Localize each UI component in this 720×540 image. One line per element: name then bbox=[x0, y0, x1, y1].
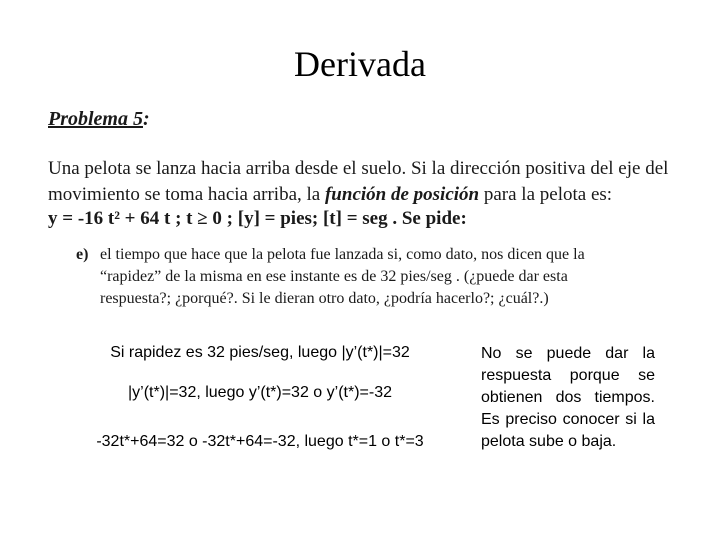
solution-step-3: -32t*+64=32 o -32t*+64=-32, luego t*=1 o t*=3 bbox=[96, 433, 424, 450]
problem-label-colon: : bbox=[143, 108, 150, 130]
item-line-2: “rapidez” de la misma en ese instante es de 32 pies/seg . (¿puede dar esta bbox=[100, 268, 568, 285]
item-marker: e) bbox=[76, 246, 89, 263]
position-function-term: función de posición bbox=[324, 184, 480, 205]
slide-title: Derivada bbox=[294, 44, 426, 84]
problem-line-2-c: para la pelota es: bbox=[479, 184, 613, 205]
answer-note: No se puede dar la respuesta porque se obtienen dos tiempos. Es preciso conocer si la pelota sube o baja. bbox=[481, 345, 655, 450]
problem-line-2-a: movimiento se toma hacia arriba, la bbox=[48, 184, 325, 205]
item-line-1: el tiempo que hace que la pelota fue lanzada si, como dato, nos dicen que la bbox=[100, 246, 585, 263]
solution-step-2: |y’(t*)|=32, luego y’(t*)=32 o y’(t*)=-32 bbox=[128, 384, 392, 401]
problem-label-text: Problema 5 bbox=[48, 108, 143, 130]
problem-line-2 bbox=[48, 184, 612, 206]
problem-line-1: Una pelota se lanza hacia arriba desde el suelo. Si la dirección positiva del eje del bbox=[48, 158, 669, 179]
position-function-equation: y = -16 t² + 64 t ; t ≥ 0 ; [y] = pies; [t] = seg . Se pide: bbox=[48, 208, 467, 229]
problem-label bbox=[48, 108, 150, 131]
item-line-3: respuesta?; ¿porqué?. Si le dieran otro dato, ¿podría hacerlo?; ¿cuál?.) bbox=[100, 290, 549, 307]
solution-step-1: Si rapidez es 32 pies/seg, luego |y’(t*)|=32 bbox=[110, 344, 410, 361]
